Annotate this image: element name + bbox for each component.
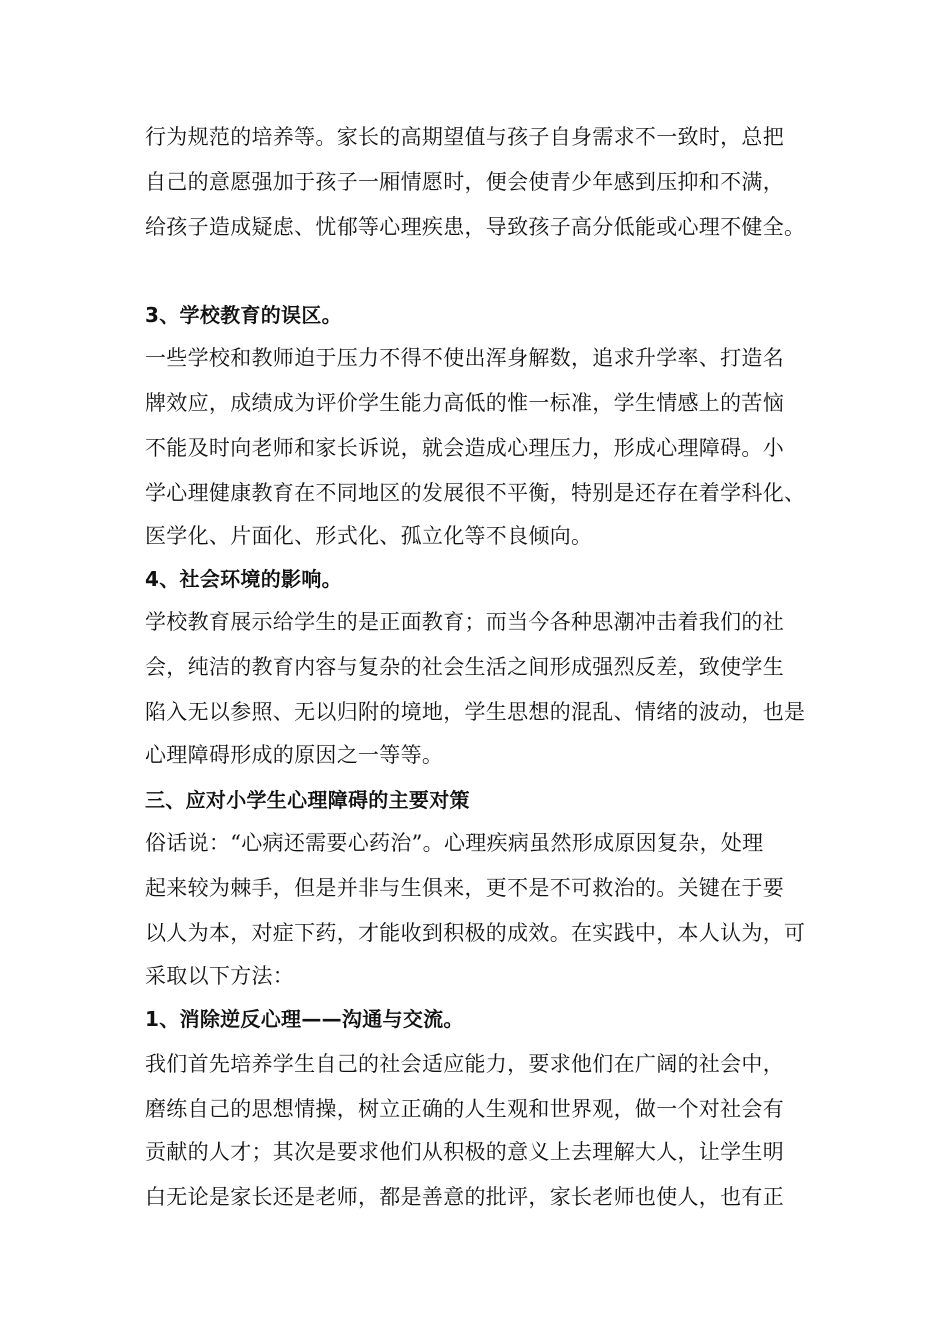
paragraph-line: 我们首先培养学生自己的社会适应能力，要求他们在广阔的社会中，: [145, 1052, 784, 1076]
paragraph-line: 给孩子造成疑虑、忧郁等心理疾患，导致孩子高分低能或心理不健全。: [145, 215, 806, 239]
paragraph-line: 磨练自己的思想情操，树立正确的人生观和世界观，做一个对社会有: [145, 1097, 784, 1121]
paragraph-line: 俗话说：“心病还需要心药治”。心理疾病虽然形成原因复杂，处理: [145, 831, 764, 855]
paragraph-line: 贡献的人才；其次是要求他们从积极的意义上去理解大人，让学生明: [145, 1140, 784, 1164]
paragraph-line: 心理障碍形成的原因之一等等。: [145, 743, 444, 767]
paragraph-line: 学心理健康教育在不同地区的发展很不平衡，特别是还存在着学科化、: [145, 481, 806, 505]
paragraph-line: 白无论是家长还是老师，都是善意的批评，家长老师也使人，也有正: [145, 1185, 784, 1209]
paragraph-line: 不能及时向老师和家长诉说，就会造成心理压力，形成心理障碍。小: [145, 436, 784, 460]
paragraph-line: 自己的意愿强加于孩子一厢情愿时，便会使青少年感到压抑和不满，: [145, 170, 784, 194]
paragraph-line: 医学化、片面化、形式化、孤立化等不良倾向。: [145, 524, 593, 548]
section-heading: 3、学校教育的误区。: [145, 303, 342, 327]
section-heading: 4、社会环境的影响。: [145, 567, 342, 591]
section-heading: 1、消除逆反心理——沟通与交流。: [145, 1007, 464, 1031]
paragraph-line: 采取以下方法：: [145, 964, 295, 988]
paragraph-line: 行为规范的培养等。家长的高期望值与孩子自身需求不一致时，总把: [145, 125, 784, 149]
paragraph-line: 以人为本，对症下药，才能收到积极的成效。在实践中，本人认为，可: [145, 921, 806, 945]
paragraph-line: 一些学校和教师迫于压力不得不使出浑身解数，追求升学率、打造名: [145, 346, 784, 370]
paragraph-line: 会，纯洁的教育内容与复杂的社会生活之间形成强烈反差，致使学生: [145, 655, 784, 679]
paragraph-line: 牌效应，成绩成为评价学生能力高低的惟一标准，学生情感上的苦恼: [145, 391, 784, 415]
chapter-heading: 三、应对小学生心理障碍的主要对策: [145, 788, 470, 812]
paragraph-line: 学校教育展示给学生的是正面教育；而当今各种思潮冲击着我们的社: [145, 610, 784, 634]
paragraph-line: 陷入无以参照、无以归附的境地，学生思想的混乱、情绪的波动，也是: [145, 700, 806, 724]
paragraph-line: 起来较为棘手，但是并非与生俱来，更不是不可救治的。关键在于要: [145, 876, 784, 900]
